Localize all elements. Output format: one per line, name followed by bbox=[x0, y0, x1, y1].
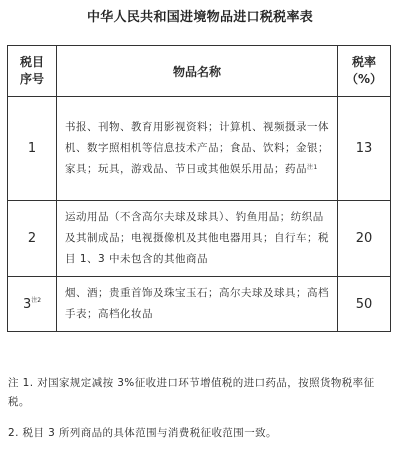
row-items-text: 烟、酒；贵重首饰及珠宝玉石；高尔夫球及球具；高档手表；高档化妆品 bbox=[65, 287, 329, 320]
row-items-text-wrap bbox=[57, 201, 337, 276]
row-items-text: 书报、刊物、教育用影视资料；计算机、视频摄录一体机、数字照相机等信息技术产品；食品、饮料；金银；家具；玩具，游戏品、节日或其他娱乐用品；药品 bbox=[65, 121, 329, 175]
table-row bbox=[8, 97, 391, 201]
row-number bbox=[8, 97, 57, 201]
row-number-text: 3 bbox=[22, 296, 32, 312]
row-items bbox=[57, 97, 338, 201]
footnote-marker: 注2 bbox=[31, 296, 42, 304]
header-tax-item-no bbox=[8, 46, 57, 97]
row-rate-text: 20 bbox=[355, 231, 373, 246]
header-rate-line1: 税率 bbox=[351, 55, 376, 69]
header-tax-rate bbox=[338, 46, 391, 97]
header-no-line2: 序号 bbox=[19, 72, 44, 86]
table-row bbox=[8, 277, 391, 332]
header-no-line1: 税目 bbox=[19, 55, 44, 69]
footnote-1: 注 1. 对国家规定减按 3%征收进口环节增值税的进口药品，按照货物税率征税。 bbox=[8, 377, 375, 408]
row-number-text: 1 bbox=[27, 141, 37, 156]
row-items bbox=[57, 201, 338, 277]
tariff-table bbox=[7, 45, 391, 332]
row-rate-text: 13 bbox=[355, 141, 373, 156]
row-number bbox=[8, 201, 57, 277]
header-rate-line2: （%） bbox=[345, 72, 383, 86]
row-items-text: 运动用品（不含高尔夫球及球具）、钓鱼用品；纺织品及其制成品；电视摄像机及其他电器用具；自行车；税目 1、3 中未包含的其他商品 bbox=[65, 211, 329, 265]
row-number-text: 2 bbox=[27, 231, 37, 246]
footnote-marker: 注1 bbox=[307, 164, 318, 171]
row-items-text-wrap bbox=[57, 277, 337, 331]
row-items bbox=[57, 277, 338, 332]
table-header-row bbox=[8, 46, 391, 97]
row-rate bbox=[338, 277, 391, 332]
header-item-name: 物品名称 bbox=[57, 46, 338, 97]
row-rate-text: 50 bbox=[355, 296, 373, 312]
footnotes bbox=[8, 374, 392, 443]
row-rate bbox=[338, 97, 391, 201]
row-items-text-wrap bbox=[57, 111, 337, 186]
footnote-2: 2. 税目 3 所列商品的具体范围与消费税征收范围一致。 bbox=[8, 427, 277, 439]
document-title: 中华人民共和国进境物品进口税税率表 bbox=[86, 10, 314, 25]
row-number bbox=[8, 277, 57, 332]
row-rate bbox=[338, 201, 391, 277]
table-row bbox=[8, 201, 391, 277]
